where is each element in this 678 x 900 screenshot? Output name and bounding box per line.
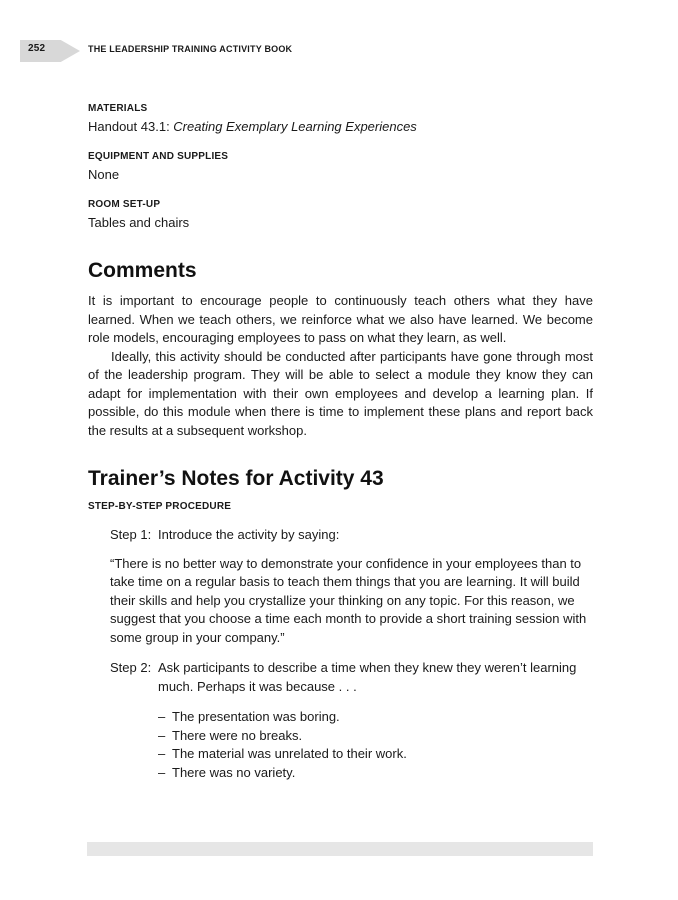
comments-paragraph-1: It is important to encourage people to continuously teach others what they have learned. When we teach others, we reinforce what we also have learned. We become role models, encouraging employees to pass on what they learn, as well.	[88, 293, 593, 345]
step-1-text: Introduce the activity by saying:	[158, 527, 340, 542]
list-item-text: There were no breaks.	[172, 727, 303, 743]
list-item	[158, 764, 593, 783]
list-item	[158, 708, 593, 727]
materials-section	[88, 102, 593, 136]
dash-bullet-icon: –	[158, 764, 166, 780]
equipment-label: EQUIPMENT AND SUPPLIES	[88, 151, 229, 162]
comments-heading: Comments	[88, 259, 197, 282]
step-2-bullet-list	[158, 708, 593, 782]
step-1-number: Step 1:	[110, 527, 152, 542]
room-setup-value: Tables and chairs	[88, 215, 190, 230]
list-item-text: There was no variety.	[172, 764, 296, 780]
running-head: THE LEADERSHIP TRAINING ACTIVITY BOOK	[88, 44, 293, 54]
page-number: 252	[28, 43, 46, 54]
step-1-quote: “There is no better way to demonstrate your confidence in your employees than to take time on a regular basis to teach them things that you are learning. It will build their skills and help you crystallize your thinking on any topic. For this reason, we suggest that you choose a time each month to provide a short training session with some group in your company.”	[110, 555, 587, 645]
handout-title: Creating Exemplary Learning Experiences	[173, 119, 417, 134]
handout-prefix: Handout 43.1:	[88, 119, 174, 134]
step-2-text: Ask participants to describe a time when they knew they weren’t learning much. Perhaps it was because . . .	[158, 660, 577, 694]
materials-value	[88, 118, 593, 136]
list-item	[158, 727, 593, 746]
room-setup-label: ROOM SET-UP	[88, 199, 161, 210]
materials-label: MATERIALS	[88, 103, 148, 114]
footer-bar	[87, 842, 593, 856]
step-2-number: Step 2:	[110, 660, 152, 675]
dash-bullet-icon: –	[158, 746, 166, 761]
step-2	[110, 659, 593, 696]
list-item-text: The presentation was boring.	[172, 709, 340, 724]
list-item	[158, 745, 593, 764]
list-item-text: The material was unrelated to their work.	[172, 746, 407, 761]
procedure-label: STEP-BY-STEP PROCEDURE	[88, 501, 232, 512]
dash-bullet-icon: –	[158, 727, 166, 743]
room-setup-section	[88, 198, 593, 232]
equipment-value: None	[88, 167, 120, 182]
page-content	[88, 102, 593, 782]
comments-paragraph-2: Ideally, this activity should be conducted after participants have gone through most of the leadership program. They will be able to select a module they know they can adapt for implementation with their own employees and develop a learning plan. If possible, do this module when there is time to implement these plans and report back the results at a subsequent workshop.	[88, 348, 593, 438]
trainers-notes-heading: Trainer’s Notes for Activity 43	[88, 467, 384, 490]
equipment-section	[88, 150, 593, 184]
step-1	[110, 526, 593, 545]
dash-bullet-icon: –	[158, 709, 166, 724]
